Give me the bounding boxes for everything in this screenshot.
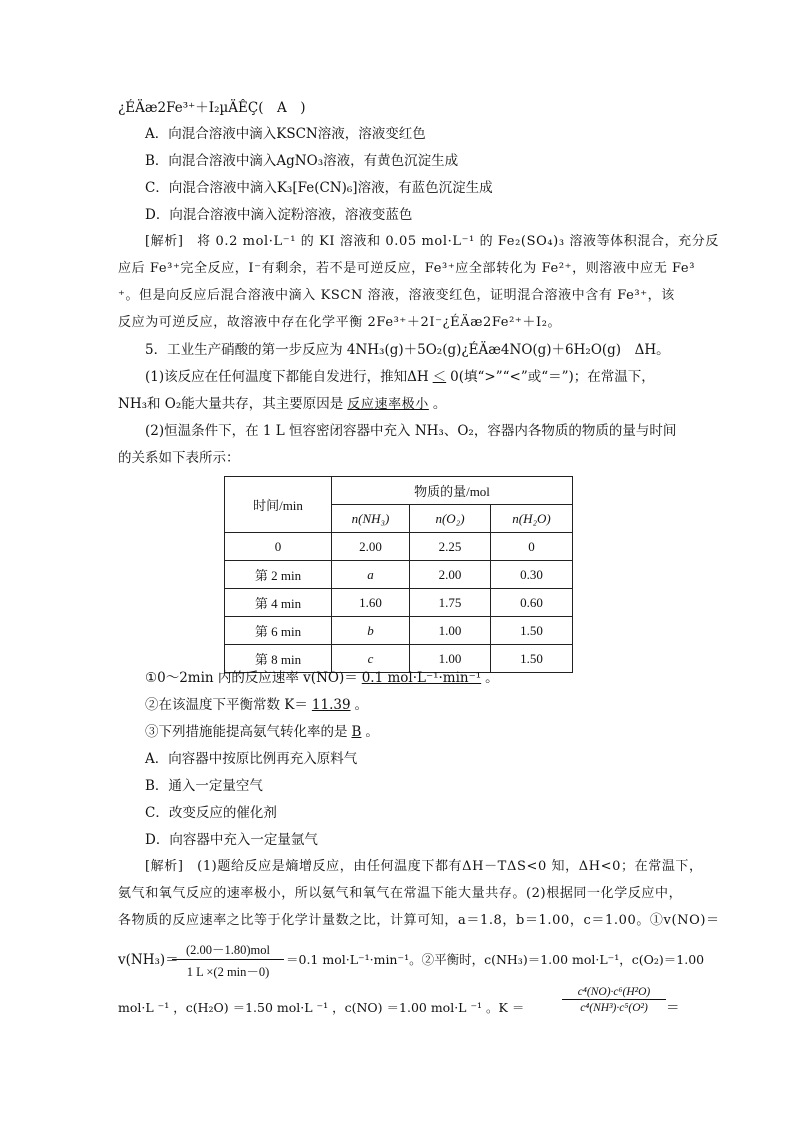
- table-cell: 第 4 min: [225, 589, 332, 617]
- table-cell: 第 8 min: [225, 645, 332, 673]
- table-cell: 1.00: [410, 617, 491, 645]
- q4-option-c: C．向混合溶液中滴入K₃[Fe(CN)₆]溶液，有蓝色沉淀生成: [145, 180, 493, 196]
- q5-p1-text-a: (1)该反应在任何温度下都能自发进行，推知ΔH: [145, 369, 429, 385]
- table-header-h2o: n(H₂O): [491, 505, 573, 533]
- q4-stem-tail: ¿ÉÄæ2Fe³⁺＋I₂µÄÊÇ( A ): [118, 100, 306, 116]
- q4-analysis-line-2: 应后 Fe³⁺完全反应，I⁻有剩余，若不是可逆反应，Fe³⁺应全部转化为 Fe²⁺，则溶液中应无 Fe³: [118, 261, 696, 276]
- table-cell: 2.25: [410, 533, 491, 561]
- q5-p1-answer2: 反应速率极小: [347, 397, 429, 412]
- q4-option-d: D．向混合溶液中滴入淀粉溶液，溶液变蓝色: [145, 207, 413, 223]
- table-cell: 2.00: [410, 561, 491, 589]
- q5-analysis-line-1: [解析] (1)题给反应是熵增反应，由任何温度下都有ΔH－TΔS<0 知，ΔH<0；在常温下，: [145, 859, 703, 874]
- calc-last-pre: mol·L ⁻¹ ，c(H₂O) ＝1.50 mol·L ⁻¹ ，c(NO) ＝1.00 mol·L ⁻¹ 。K ＝: [118, 1000, 525, 1015]
- q5-sub3-answer: B: [351, 724, 362, 740]
- q5-stem: 5．工业生产硝酸的第一步反应为 4NH₃(g)＋5O₂(g)¿ÉÄæ4NO(g)＋6H₂O(g) ΔH。: [145, 342, 670, 358]
- table-row: [225, 617, 573, 645]
- q5-option-c: C．改变反应的催化剂: [145, 805, 277, 821]
- calc-fraction-numerator: (2.00－1.80)mol: [172, 940, 284, 960]
- table-cell: c: [332, 645, 410, 673]
- q5-part1-line1: [145, 368, 705, 386]
- q5-p1-answer1: ＜: [432, 369, 447, 385]
- table-header-nh3: n(NH₃): [332, 505, 410, 533]
- q5-sub2-text: ②在该温度下平衡常数 K＝: [145, 697, 308, 713]
- table-cell: 1.50: [491, 617, 573, 645]
- calc-fraction: [172, 940, 284, 980]
- calc-fraction-denominator: 1 L ×(2 min－0): [186, 965, 270, 979]
- q5-sub1: [145, 669, 705, 687]
- table-cell: 第 2 min: [225, 561, 332, 589]
- table-cell: 2.00: [332, 533, 410, 561]
- table-cell: 0: [491, 533, 573, 561]
- q5-sub2-end: 。: [354, 697, 369, 713]
- q5-analysis-line-3: 各物质的反应速率之比等于化学计量数之比，计算可知，a＝1.8，b＝1.00，c＝1.00。①v(NO)＝: [118, 913, 720, 928]
- q4-analysis-line-4: 反应为可逆反应，故溶液中存在化学平衡 2Fe³⁺＋2I⁻¿ÉÄæ2Fe²⁺＋I₂。: [118, 315, 562, 330]
- table-header-amount: 物质的量/mol: [332, 477, 573, 505]
- q4-option-a: A．向混合溶液中滴入KSCN溶液，溶液变红色: [145, 126, 426, 142]
- k-post: ＝: [666, 1000, 680, 1016]
- q4-option-b: B．向混合溶液中滴入AgNO₃溶液，有黄色沉淀生成: [145, 153, 459, 169]
- calc-post: ＝0.1 mol·L⁻¹·min⁻¹。②平衡时，c(NH₃)＝1.00 mol·L⁻¹，c(O₂)＝1.00: [286, 952, 705, 967]
- q5-part1-line2: [118, 395, 678, 414]
- q5-analysis-line-2: 氨气和氧气反应的速率极小，所以氨气和氧气在常温下能大量共存。(2)根据同一化学反应中，: [118, 886, 683, 901]
- table-cell: 第 6 min: [225, 617, 332, 645]
- k-fraction: [562, 986, 666, 1014]
- q5-option-b: B．通入一定量空气: [145, 778, 263, 794]
- table-cell: 1.75: [410, 589, 491, 617]
- amount-time-table: [224, 476, 573, 673]
- q5-sub2: [145, 696, 705, 714]
- q5-part2-line2: 的关系如下表所示：: [118, 450, 240, 466]
- table-row: [225, 589, 573, 617]
- q5-p1-text-c: NH₃和 O₂能大量共存，其主要原因是: [118, 396, 344, 412]
- q5-sub1-answer: 0.1 mol·L⁻¹·min⁻¹: [361, 670, 482, 686]
- table-cell: 1.50: [491, 645, 573, 673]
- table-header-time: 时间/min: [225, 477, 332, 533]
- table-cell: 1.60: [332, 589, 410, 617]
- table-header-o2: n(O₂): [410, 505, 491, 533]
- q5-sub3-text: ③下列措施能提高氨气转化率的是: [145, 724, 348, 740]
- calc-pre: v(NH₃)＝: [118, 952, 179, 968]
- q5-option-a: A．向容器中按原比例再充入原料气: [145, 751, 358, 767]
- table-cell: 0: [225, 533, 332, 561]
- q5-p1-text-d: 。: [432, 396, 447, 412]
- table-cell: 0.60: [491, 589, 573, 617]
- q5-sub3-end: 。: [365, 724, 379, 740]
- q5-sub3: [145, 723, 705, 741]
- q5-option-d: D．向容器中充入一定量氩气: [145, 832, 318, 848]
- q5-part2-line1: (2)恒温条件下，在 1 L 恒容密闭容器中充入 NH₃、O₂，容器内各物质的物质的量与时间: [145, 423, 677, 439]
- q5-p1-text-b: 0(填“>”“<”或“＝”)；在常温下，: [450, 369, 655, 385]
- table-row: [225, 561, 573, 589]
- q5-sub1-end: 。: [485, 670, 499, 686]
- k-fraction-denominator: c⁴(NH³)·c⁵(O²): [580, 1002, 648, 1014]
- table-cell: 1.00: [410, 645, 491, 673]
- table-cell: b: [332, 617, 410, 645]
- q5-sub2-answer: 11.39: [311, 697, 351, 713]
- q5-sub1-text: ①0～2min 内的反应速率 v(NO)＝: [145, 670, 358, 686]
- table-cell: a: [332, 561, 410, 589]
- k-fraction-numerator: c⁴(NO)·c⁶(H²O): [562, 986, 666, 1000]
- q4-analysis-line-3: ⁺。但是向反应后混合溶液中滴入 KSCN 溶液，溶液变红色，证明混合溶液中含有 Fe³⁺，该: [118, 288, 675, 303]
- q4-analysis-line-1: [解析] 将 0.2 mol·L⁻¹ 的 KI 溶液和 0.05 mol·L⁻¹ 的 Fe₂(SO₄)₃ 溶液等体积混合，充分反: [145, 234, 719, 249]
- table-row: [225, 533, 573, 561]
- table-cell: 0.30: [491, 561, 573, 589]
